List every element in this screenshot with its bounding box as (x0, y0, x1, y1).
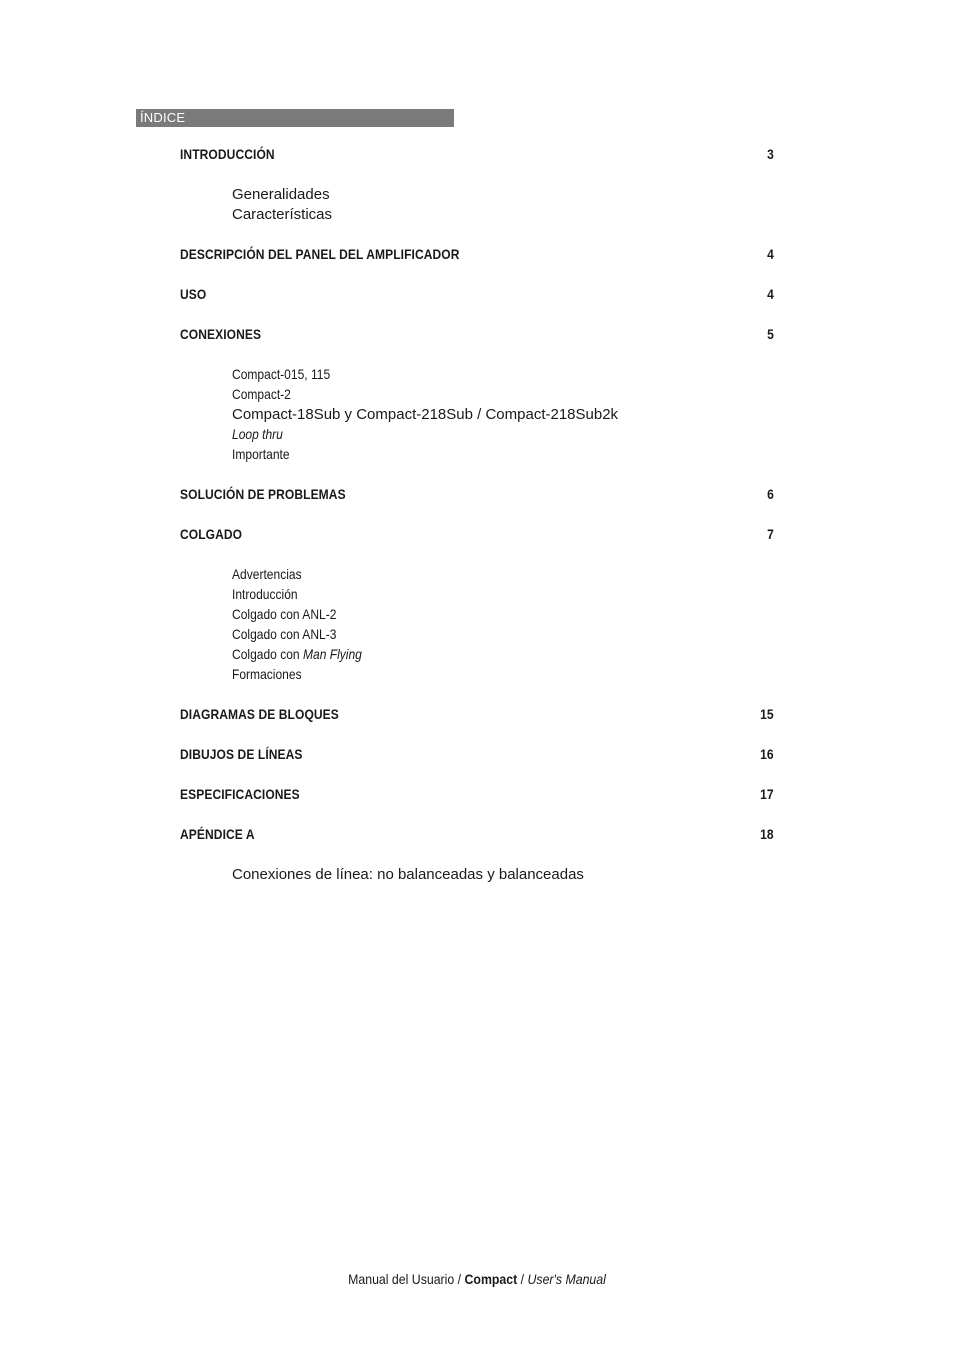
toc-sub-man-flying-text: Man Flying (302, 646, 362, 662)
toc-page-uso: 4 (767, 286, 774, 302)
footer-sep: / (517, 1271, 528, 1287)
toc-sub-compact-2[interactable]: Compact-2 (232, 386, 291, 402)
toc-heading-diagramas[interactable]: DIAGRAMAS DE BLOQUES (180, 706, 339, 722)
page-footer (57, 1271, 897, 1287)
toc-page-introduccion: 3 (767, 146, 774, 162)
toc-sub-generalidades[interactable]: Generalidades (232, 186, 330, 203)
toc-sub-colgado-anl3[interactable]: Colgado con ANL-3 (232, 626, 337, 642)
toc-page-conexiones: 5 (767, 326, 774, 342)
toc-sub-colgado-con-text: Colgado con (232, 646, 300, 662)
toc-sub-introduccion[interactable]: Introducción (232, 586, 298, 602)
toc-page-diagramas: 15 (760, 706, 774, 722)
toc-page-especificaciones: 17 (760, 786, 774, 802)
toc-page-colgado: 7 (767, 526, 774, 542)
toc-sub-conexiones-linea[interactable]: Conexiones de línea: no balanceadas y balanceadas (232, 866, 584, 883)
index-label: ÍNDICE (140, 110, 186, 125)
toc-heading-solucion[interactable]: SOLUCIÓN DE PROBLEMAS (180, 486, 346, 502)
toc-sub-formaciones[interactable]: Formaciones (232, 666, 302, 682)
toc-sub-advertencias[interactable]: Advertencias (232, 566, 302, 582)
footer-part1: Manual del Usuario / (348, 1271, 465, 1287)
footer-english: User's Manual (527, 1271, 606, 1287)
toc-heading-uso[interactable]: USO (180, 286, 207, 302)
toc-sub-colgado-anl2[interactable]: Colgado con ANL-2 (232, 606, 337, 622)
toc-heading-descripcion[interactable]: DESCRIPCIÓN DEL PANEL DEL AMPLIFICADOR (180, 246, 460, 262)
toc-heading-introduccion[interactable]: INTRODUCCIÓN (180, 146, 275, 162)
toc-heading-colgado[interactable]: COLGADO (180, 526, 243, 542)
index-header-bar (136, 109, 454, 127)
toc-heading-especificaciones[interactable]: ESPECIFICACIONES (180, 786, 300, 802)
toc-page-apendice: 18 (760, 826, 774, 842)
toc-sub-compact-015[interactable]: Compact-015, 115 (232, 366, 331, 382)
toc-sub-importante[interactable]: Importante (232, 446, 290, 462)
toc-page-solucion: 6 (767, 486, 774, 502)
toc-heading-dibujos[interactable]: DIBUJOS DE LÍNEAS (180, 746, 303, 762)
toc-heading-apendice[interactable]: APÉNDICE A (180, 826, 255, 842)
toc-heading-conexiones[interactable]: CONEXIONES (180, 326, 262, 342)
toc-sub-caracteristicas[interactable]: Características (232, 206, 333, 223)
toc-page-dibujos: 16 (760, 746, 774, 762)
toc-sub-loop-thru[interactable]: Loop thru (232, 426, 283, 442)
footer-brand: Compact (464, 1271, 518, 1287)
toc-sub-compact-18sub[interactable]: Compact-18Sub y Compact-218Sub / Compact-218Sub2k (232, 406, 619, 423)
toc-page-descripcion: 4 (767, 246, 774, 262)
toc-sub-colgado-man-flying[interactable] (232, 646, 362, 662)
